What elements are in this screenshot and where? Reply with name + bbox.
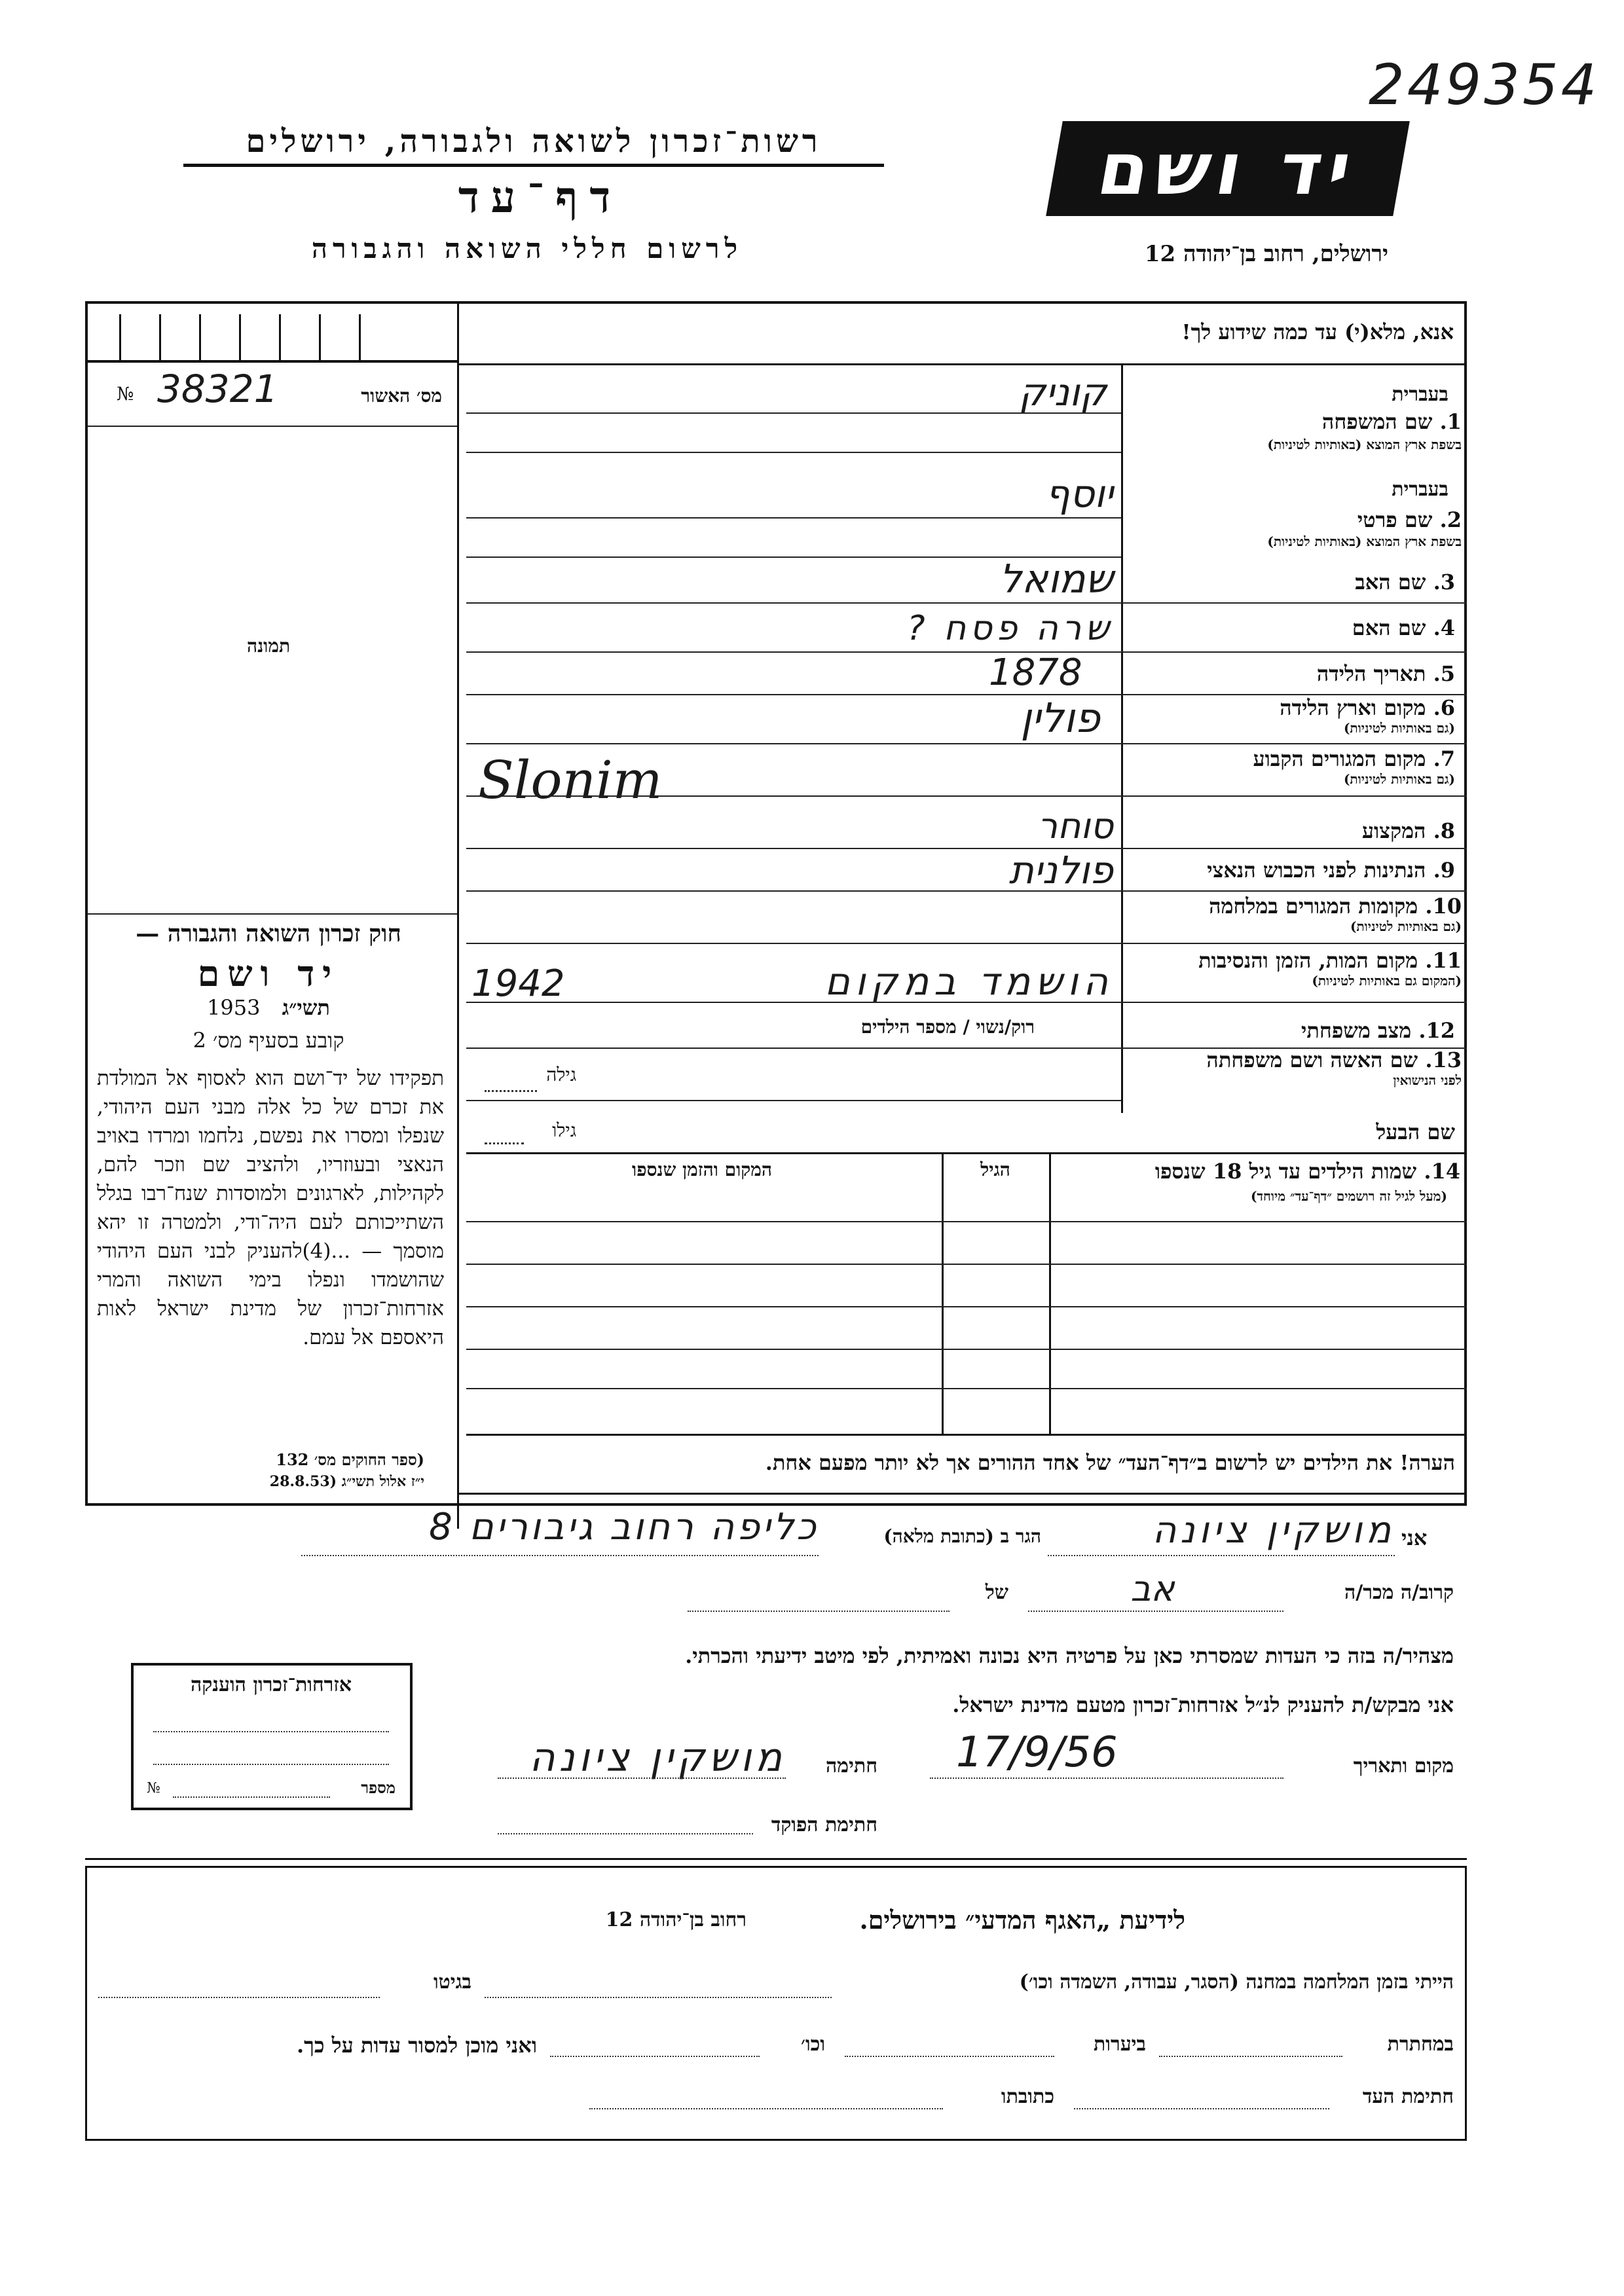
decl-date-value[interactable]: 17/9/56 [956, 1728, 1118, 1777]
field-2-num: 2. [1439, 507, 1462, 532]
field-5-label: 5. תאריך הלידה [1316, 661, 1455, 686]
bottom-underground: במחתרת [1387, 2033, 1454, 2056]
citizenship-no-prefix: № [147, 1780, 160, 1796]
citizenship-number-label: מספר [361, 1778, 396, 1797]
bottom-witness-sig: חתימת העד [1362, 2085, 1454, 2108]
law-title: חוק זכרון השואה והגבורה — [136, 920, 401, 947]
death-year-value[interactable]: 1942 [471, 962, 565, 1005]
cert-no-value: 38321 [157, 367, 278, 411]
field-11-label: 11. מקום המות, הזמן והנסיבות (המקום גם באותיות לטיניות) [1198, 948, 1462, 989]
bottom-etc: וכו׳ [801, 2033, 825, 2056]
field-6-label: 6. מקום וארץ הלידה (גם באותיות לטיניות) [1280, 695, 1455, 736]
cert-no-prefix: № [117, 383, 134, 405]
decl-i-label: אני [1401, 1525, 1428, 1550]
form-subtitle: לרשום חללי השואה והגבורה [311, 232, 743, 264]
bottom-ghetto: בגיטו [433, 1971, 471, 1994]
field-4-label: 4. שם האם [1352, 615, 1455, 640]
form-title: דף־עד [458, 172, 623, 223]
mother-name-value[interactable]: שרה פסח ? [906, 609, 1113, 648]
law-year-line [92, 995, 445, 1020]
field-husband-label: שם הבעל [1376, 1120, 1455, 1144]
decl-of-label: של [985, 1581, 1008, 1604]
children-table-label: 14. שמות הילדים עד גיל 18 שנספו [1154, 1159, 1460, 1184]
children-table-sub: (מעל לגיל זה רושמים ״דף־עד״ מיוחד) [1250, 1188, 1447, 1204]
field-2-sub-hebrew: בעברית [1392, 478, 1449, 501]
yad-vashem-logo: יד ושם [1046, 121, 1410, 216]
field-1-label: שם המשפחה [1321, 409, 1433, 434]
field-first-name [1121, 468, 1462, 560]
decl-request: אני מבקש/ת להעניק לנ״ל אזרחות־זכרון מטעם מדינת ישראל. [952, 1692, 1454, 1717]
col-place-header: המקום והזמן שנספו [632, 1159, 772, 1180]
residence-value[interactable]: Slonim [478, 750, 663, 811]
field-8-label: 8. המקצוע [1361, 818, 1455, 843]
field-family-name [1121, 370, 1462, 462]
authority-title: רשות־זכרון לשואה ולגבורה, ירושלים [183, 123, 884, 167]
intro-text: אנא, מלא(י) עד כמה שידוע לך! [1181, 319, 1454, 344]
occupation-value[interactable]: סוחר [1037, 805, 1113, 847]
father-name-value[interactable]: שמואל [999, 556, 1113, 602]
field-10-label: 10. מקומות המגורים במלחמה (גם באותיות לטיניות) [1209, 894, 1462, 934]
logo-address: ירושלים, רחוב בן־יהודה 12 [1144, 241, 1388, 267]
family-name-value[interactable]: קוניק [1018, 370, 1107, 414]
nationality-value[interactable]: פולנית [1008, 848, 1113, 892]
note-text: הערה! את הילדים יש לרשום ב״דף־העד״ של אחד ההורים אך לא יותר מפעם אחת. [765, 1450, 1455, 1475]
field-1-num: 1. [1439, 409, 1462, 434]
decl-address-value[interactable]: כליפה רחוב גיבורים 8 [429, 1506, 819, 1548]
law-name: יד ושם [197, 953, 340, 994]
field-12-label: 12. מצב משפחתי [1301, 1018, 1455, 1043]
wife-age-label: גילה [546, 1064, 576, 1085]
col-age-header: הגיל [980, 1159, 1010, 1180]
top-ticks [105, 314, 440, 360]
bottom-address-label: כתובתו [1001, 2085, 1054, 2108]
decl-place-date-label: מקום ותאריך [1353, 1755, 1454, 1777]
field-13-label: 13. שם האשה ושם משפחתה לפני הנישואין [1206, 1048, 1462, 1088]
bottom-ready: ואני מוכן למסור עדות על כך. [296, 2033, 537, 2058]
wartime-residence-value[interactable] [466, 894, 1108, 939]
bottom-line1: הייתי בזמן המלחמה במחנה (הסגר, עבודה, השמדה וכו׳) [1019, 1971, 1454, 1994]
law-source: (ספר החוקים מס׳ 132 [276, 1450, 424, 1469]
field-1-sub-latin: בשפת ארץ המוצא (באותיות לטיניות) [1267, 437, 1462, 452]
photo-label: תמונה [246, 635, 291, 657]
birth-date-value[interactable]: 1878 [989, 651, 1082, 694]
marital-status-value[interactable]: רוק/נשוי / מספר הילדים [860, 1016, 1035, 1038]
decl-relation-label: קרוב/ה מכר/ה [1344, 1581, 1454, 1604]
cert-no-label: מס׳ האשור [361, 385, 442, 407]
field-2-sub-latin: בשפת ארץ המוצא (באותיות לטיניות) [1267, 534, 1462, 549]
law-date: י״ז אלול תשי״ג (28.8.53 [269, 1473, 424, 1490]
field-1-sub-hebrew: בעברית [1392, 383, 1449, 406]
husband-age-label: גילו [552, 1120, 576, 1141]
decl-officer-label: חתימת הפוקד [771, 1813, 877, 1836]
decl-name-value[interactable]: מושקין ציונה [1152, 1509, 1395, 1552]
decl-residing-label: הגר ב (כתובת מלאה) [883, 1525, 1041, 1547]
decl-relation-value[interactable]: אב [1130, 1568, 1175, 1609]
decl-signature-value[interactable]: מושקין ציונה [529, 1735, 786, 1781]
law-text: תפקידו של יד־ושם הוא לאסוף אל המולדת את זכרם של כל אלה מבני העם היהודי, שנפלו ומסרו את נפשם, נלחמו ומרדו באויב הנאצי ובעוזריו, ולהציב שם וזכר להם, לקהילות, לארגונים ולמוסדות שנח־רבו בגלל השתייכותם לעם היה־ודי, ולמטרה זו יהא מוסמך — ...(4)להעניק לבני העם היהודי שהושמדו ונפלו בימי השואה והמרי אזרחות־זכרון של מדינת ישראל לאות היאספם אל עמם. [97, 1066, 444, 1349]
decl-statement: מצהיר/ה בזה כי העדות שמסרתי כאן על פרטיה היא נכונה ואמיתית, לפי מיטב ידיעתי והכרתי. [685, 1643, 1454, 1668]
death-place-value[interactable]: הושמד במקום [824, 959, 1113, 1004]
law-year: 1953 [207, 995, 261, 1020]
first-name-value[interactable]: יוסף [1045, 471, 1113, 516]
law-section: קובע בסעיף מס׳ 2 [193, 1028, 344, 1053]
birth-place-value[interactable]: פולין [1020, 694, 1100, 742]
field-9-label: 9. הנתינות לפני הכבוש הנאצי [1207, 858, 1455, 883]
bottom-forests: ביערות [1093, 2033, 1146, 2056]
citizenship-box [131, 1663, 413, 1810]
archive-number: 249354 [1369, 52, 1600, 118]
decl-signature-label: חתימה [826, 1755, 877, 1777]
bottom-title: לידיעת „האגף המדעי״ בירושלים. [859, 1905, 1185, 1935]
citizenship-title: אזרחות־זכרון הוענקה [190, 1673, 352, 1696]
law-year-heb: תשי״ג [282, 995, 330, 1020]
field-2-label: שם פרטי [1357, 507, 1433, 532]
bottom-address: רחוב בן־יהודה 12 [605, 1908, 747, 1931]
field-7-label: 7. מקום המגורים הקבוע (גם באותיות לטיניות) [1253, 746, 1455, 787]
field-3-label: 3. שם האב [1355, 570, 1455, 594]
